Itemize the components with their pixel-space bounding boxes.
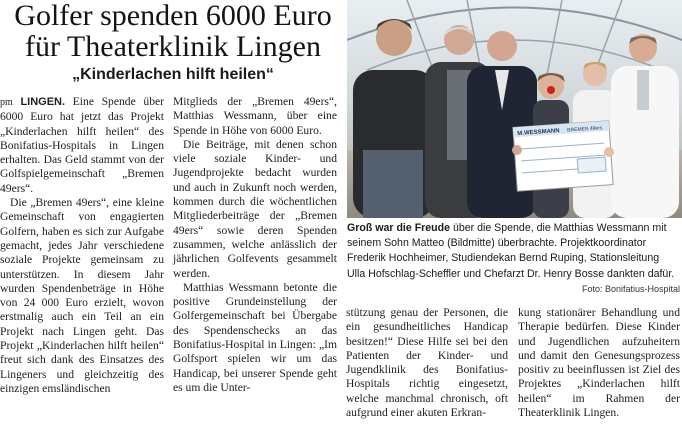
headline-line-1: Golfer spenden 6000 Euro [14,0,332,32]
article-column-4 [518,306,680,429]
headline [0,0,346,62]
caption-text: über die Spende, die Matthias Wessmann mit seinem Sohn Matteo (Bildmitte) überbrachte. Projektkoordinator Frederik Hochheimer, Studiendekan Bernd Ruping, Stationsleitung Ulla Hofschlag-Scheffler und Chefarzt Dr. Henry Bosse dankten dafür. [347,222,675,280]
photo-caption [347,221,680,297]
photo-credit: Foto: Bonifatius-Hospital [581,283,680,294]
subheadline: „Kinderlachen hilft heilen“ [72,66,274,83]
article-column-3 [346,306,508,429]
cheque-sub: BREMEN 49ers [567,125,603,134]
paragraph: Die „Bremen 49ers“, eine kleine Gemeinschaft von engagierten Golfern, haben es sich zur Aufgabe gemacht, jedes Jahr verschiedene soziale Projekte gemeinsam zu unterstützen. In diesem Jahr wurden Spendenbeträge in Höhe von 24 000 Euro erzielt, wovon erstmalig auch ein Teil an ein Projekt nach Lingen geht. Das Projekt „Kinderlachen hilft heilen“ freut sich dank des Einsatzes des Lingeners und gleichzeitig des einzigen emsländischen [0,196,164,395]
headline-line-2: für Theaterklinik Lingen [24,30,321,63]
lead-paragraph [0,95,164,196]
paragraph: stützung genau der Personen, die ein gesundheitliches Handicap besitzen!“ Diese Hilfe sei bei den Patienten der Kinder- und Jugendklinik des Bonifatius-Hospitals richtig eingesetzt, welche manchmal chronisch, oft aufgrund einer akuten Erkran- [346,306,508,420]
article-column-1 [0,95,164,429]
paragraph: kung stationärer Behandlung und Therapie bedürfen. Diese Kinder und Jugendlichen aufzuheitern und damit den Genesungsprozess positiv zu beeinflussen ist Ziel des Projektes „Kinderlachen hilft heilen“ im Rahmen der Theaterklinik Lingen. [518,306,680,420]
cheque-brand: M.WESSMANN [517,128,560,138]
dateline-location: LINGEN. [20,96,66,108]
article-column-2 [173,95,337,429]
caption-lead: Groß war die Freude [347,222,451,234]
paragraph: Die Beiträge, mit denen schon viele soziale Kinder- und Jugendprojekte bedacht wurden und auch in Zukunft noch werden, kommen durch die wöchentlichen Mitgliederbeiträge der „Bremen 49ers“ sowie deren Spenden zusammen, welche anlässlich der jährlichen Golfevents gesammelt werden. [173,137,337,280]
paragraph-text: Eine Spende über 6000 Euro hat jetzt das Projekt „Kinderlachen hilft heilen“ des Bonifatius-Hospitals in Lingen erhalten. Das Geld stammt von der Golfspielgemeinschaft „Bremen 49ers“. [0,95,164,195]
paragraph: Matthias Wessmann betonte die positive Grundeinstellung der Golfergemeinschaft bei Übergabe des Spendenschecks an das Bonifatius-Hospital in Lingen: „Im Golfsport spielen wir um das Handicap, bei unserer Spende geht es um die Unter- [173,280,337,394]
group-photo-image [347,0,682,218]
paragraph: Mitglieds der „Bremen 49ers“, Matthias Wessmann, über eine Spende in Höhe von 6000 Euro. [173,95,337,137]
author-initials: pm [0,97,13,108]
article-photo [347,0,682,218]
